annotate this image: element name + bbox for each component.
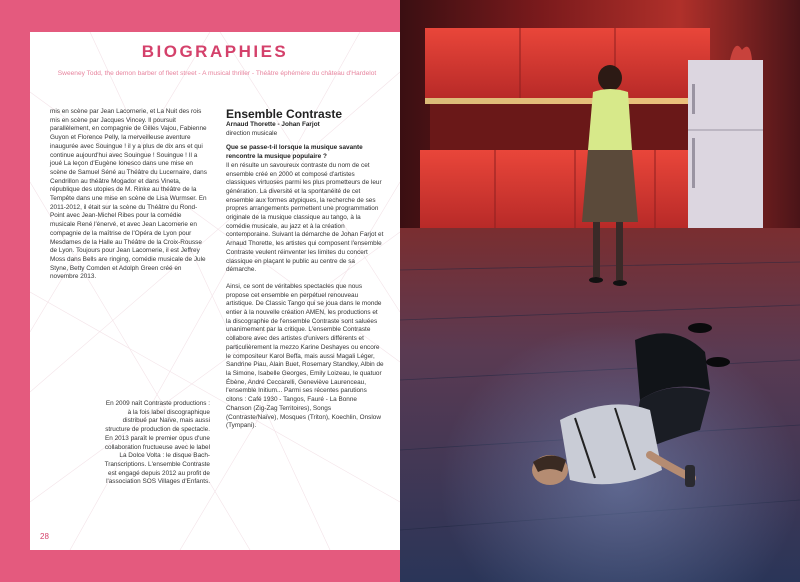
contraste-productions-paragraph: En 2009 naît Contraste productions : à la fois label discographique distribué par Naïve, mais aussi structure de production de spectacle. En 2013 paraît le premier opus d'une collaboration fructueuse avec le label La Dolce Volta : le disque Bach-Transcriptions. L'ensemble Contraste est engagé depuis 2012 au profit de l'association SOS Villages d'Enfants. [104,400,210,486]
ensemble-directors: Arnaud Thorette - Johan Farjot [226,121,320,128]
stage-photo [400,0,800,582]
section-title: BIOGRAPHIES [141,42,289,61]
ensemble-paragraph-1: Il en résulte un savoureux contraste du nom de cet ensemble créé en 2000 et composé d'artistes classiques virtuoses parmi les plus prometteurs de leur génération. La diversité et la spontanéité de cet ensemble aux formes atypiques, la recherche de ses propres arrangements permettent une programmation originale de la musique classique au tango, à la comédie musicale, au jazz et à la création contemporaine. Suivant la démarche de Johan Farjot et Arnaud Thorette, les artistes qui composent l'ensemble Contraste veulent réinventer les limites du concert classique en plaçant le public au centre de sa démarche. [226,161,384,274]
stage-scene-illustration [400,0,800,582]
page-card [30,32,400,550]
page-number: 28 [40,532,49,541]
ensemble-question: Que se passe-t-il lorsque la musique savante rencontre la musique populaire ? [226,144,363,161]
ensemble-paragraph-2: Ainsi, ce sont de véritables spectacles que nous propose cet ensemble en perpétuel renouveau artistique. De Classic Tango qui se joua dans le monde entier à la nouvelle création AMEN, les productions et la discographie de l'ensemble Contraste sont saluées unanimement par la critique. L'ensemble Contraste collabore avec des artistes d'univers différents et particulièrement la mezzo Karine Deshayes ou encore le compositeur Karol Beffa, mais aussi Magali Léger, Sandrine Piau, Alain Buet, Rosemary Standley, Albin de la Simone, Isabelle Georges, Emily Loizeau, le quatuor Ébène, André Ceccarelli, Geneviève Laurenceau, l'ensemble Initium... Parmi ses récentes parutions citons : Café 1930 - Tangos, Fauré - La Bonne Chanson (Zig-Zag Territoires), Songs (Contraste/Naïve), Mosques (Triton), Koechlin, Onslow (Tympani). [226,282,384,430]
ensemble-column [226,108,384,431]
biography-paragraph: mis en scène par Jean Lacornerie, et La Nuit des rois mis en scène par Jacques Vincey. Il poursuit parallèlement, en compagnie de Gilles Vajou, Fabienne Guyon et Florence Pelly, la merveilleuse aventure inaugurée avec Souingue ! il y a plus de dix ans et qui continue aujourd'hui avec Souingue ! Souingue ! Il a joué La leçon d'Eugène Ionesco dans une mise en scène de Samuel Séné au Théâtre du Lucernaire, dans Cendrillon au théâtre Mogador et dans Vineta, république des utopies de M. Rinke au théâtre de la Tempête dans une mise en scène de Lisa Wurmser. En 2011-2012, il était sur la scène du Théâtre du Rond- Point avec Jean-Michel Ribes pour la comédie musicale René l'énervé, et avec Jean Lacornerie en compagnie de la maîtrise de l'Opéra de Lyon pour Mesdames de la Halle au Théâtre de la Croix-Rousse de Lyon. Toujours pour Jean Lacornerie, il est Jeffrey Moss dans Bells are ringing, comédie musicale de Jule Styne, Betty Comden et Adolph Green créé en novembre 2013. [50,108,207,281]
refrigerator [688,46,763,250]
kitchen-cabinets [420,28,720,228]
contraste-productions-text [102,400,210,487]
running-head: Sweeney Todd, the demon barber of fleet street - A musical thriller - Théâtre éphémère du château d'Hardelot [57,70,377,77]
ensemble-heading: Ensemble Contraste [226,107,343,121]
ensemble-role: direction musicale [226,129,278,137]
biography-text-column [50,108,208,282]
